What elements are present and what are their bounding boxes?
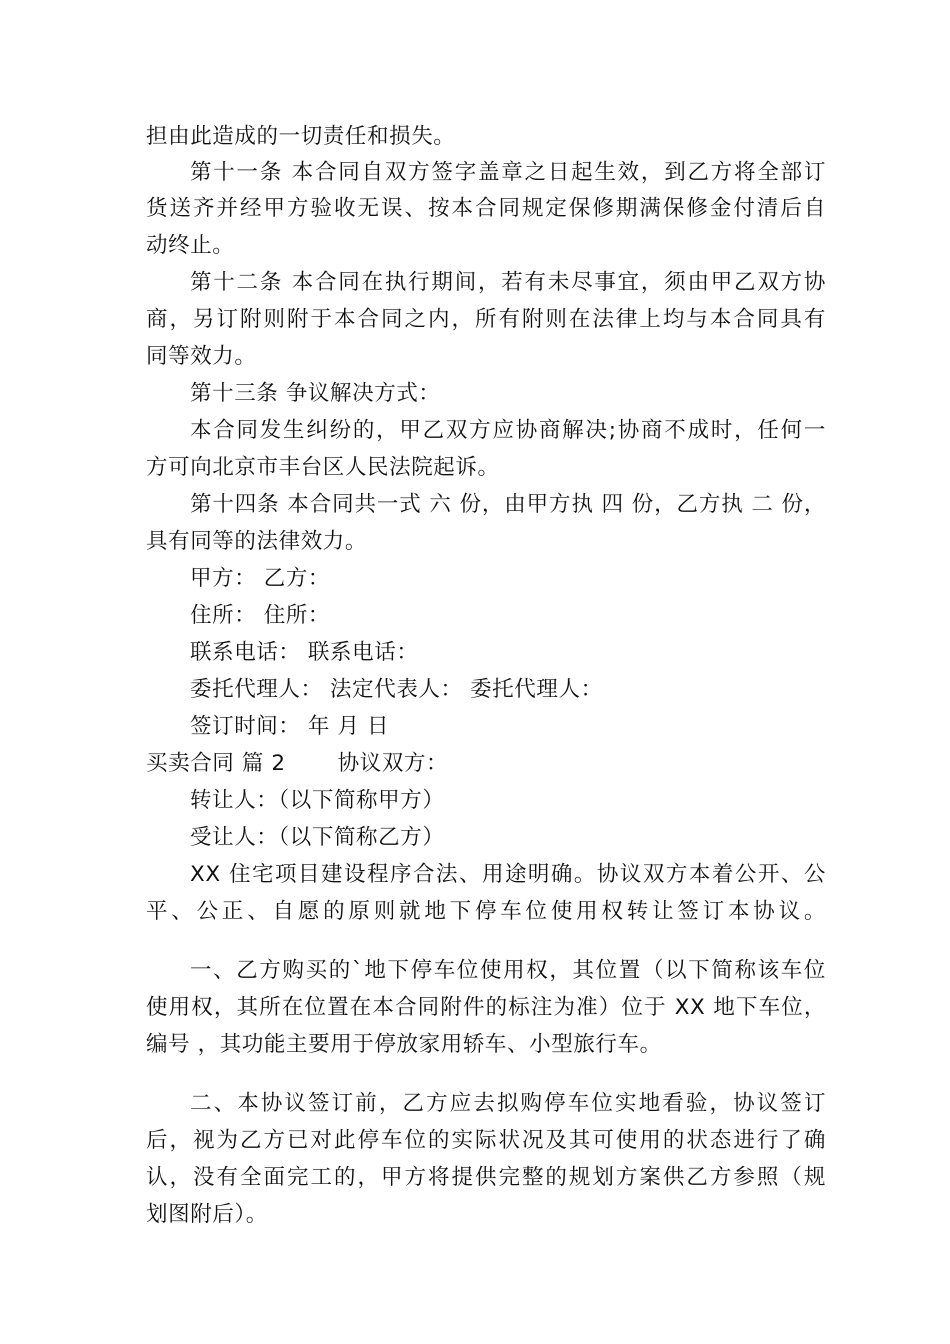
text-line: 甲方： 乙方： bbox=[190, 566, 331, 591]
text-line: 住所： 住所： bbox=[190, 603, 331, 628]
text-line: 同等效力。 bbox=[146, 344, 257, 369]
text-line: 划图附后）。 bbox=[146, 1202, 268, 1227]
text-line: 签订时间： 年 月 日 bbox=[190, 714, 390, 739]
text-line: 使用权，其所在位置在本合同附件的标注为准）位于 XX 地下车位， bbox=[146, 995, 826, 1020]
text-line: 具有同等的法律效力。 bbox=[146, 529, 368, 554]
text-line: 第十二条 本合同在执行期间，若有未尽事宜，须由甲乙双方协 bbox=[190, 270, 826, 295]
text-line: 二、本协议签订前，乙方应去拟购停车位实地看验，协议签订 bbox=[190, 1091, 826, 1116]
text-line: 后，视为乙方已对此停车位的实际状况及其可使用的状态进行了确 bbox=[146, 1128, 826, 1153]
text-line: 商，另订附则附于本合同之内，所有附则在法律上均与本合同具有 bbox=[146, 307, 826, 332]
text-line: 联系电话： 联系电话： bbox=[190, 640, 419, 665]
text-line: 编号 ，其功能主要用于停放家用轿车、小型旅行车。 bbox=[146, 1032, 662, 1057]
text-line: 受让人：（以下简称乙方） bbox=[190, 825, 445, 850]
parties-label: 协议双方： bbox=[337, 751, 449, 776]
section-heading: 买卖合同 篇 2 bbox=[146, 751, 286, 776]
text-line: 货送齐并经甲方验收无误、按本合同规定保修期满保修金付清后自 bbox=[146, 196, 826, 221]
text-line: 认，没有全面完工的，甲方将提供完整的规划方案供乙方参照（规 bbox=[146, 1165, 826, 1190]
text-line: 第十四条 本合同共一式 六 份，由甲方执 四 份，乙方执 二 份， bbox=[190, 492, 826, 517]
text-line: 担由此造成的一切责任和损失。 bbox=[146, 124, 456, 149]
text-line: 方可向北京市丰台区人民法院起诉。 bbox=[146, 455, 500, 480]
text-line: 委托代理人： 法定代表人： 委托代理人： bbox=[190, 677, 603, 702]
text-line: XX 住宅项目建设程序合法、用途明确。协议双方本着公开、公 bbox=[190, 862, 826, 887]
text-line: 第十三条 争议解决方式： bbox=[190, 381, 441, 406]
text-line: 本合同发生纠纷的，甲乙双方应协商解决;协商不成时，任何一 bbox=[190, 418, 826, 443]
text-line: 平、公正、自愿的原则就地下停车位使用权转让签订本协议。 bbox=[146, 899, 826, 924]
section-heading-line bbox=[146, 751, 826, 777]
text-line: 第十一条 本合同自双方签字盖章之日起生效，到乙方将全部订 bbox=[190, 160, 826, 185]
text-line: 转让人：（以下简称甲方） bbox=[190, 788, 445, 813]
text-line: 一、乙方购买的`地下停车位使用权，其位置（以下简称该车位 bbox=[190, 958, 826, 983]
text-line: 动终止。 bbox=[146, 233, 235, 258]
